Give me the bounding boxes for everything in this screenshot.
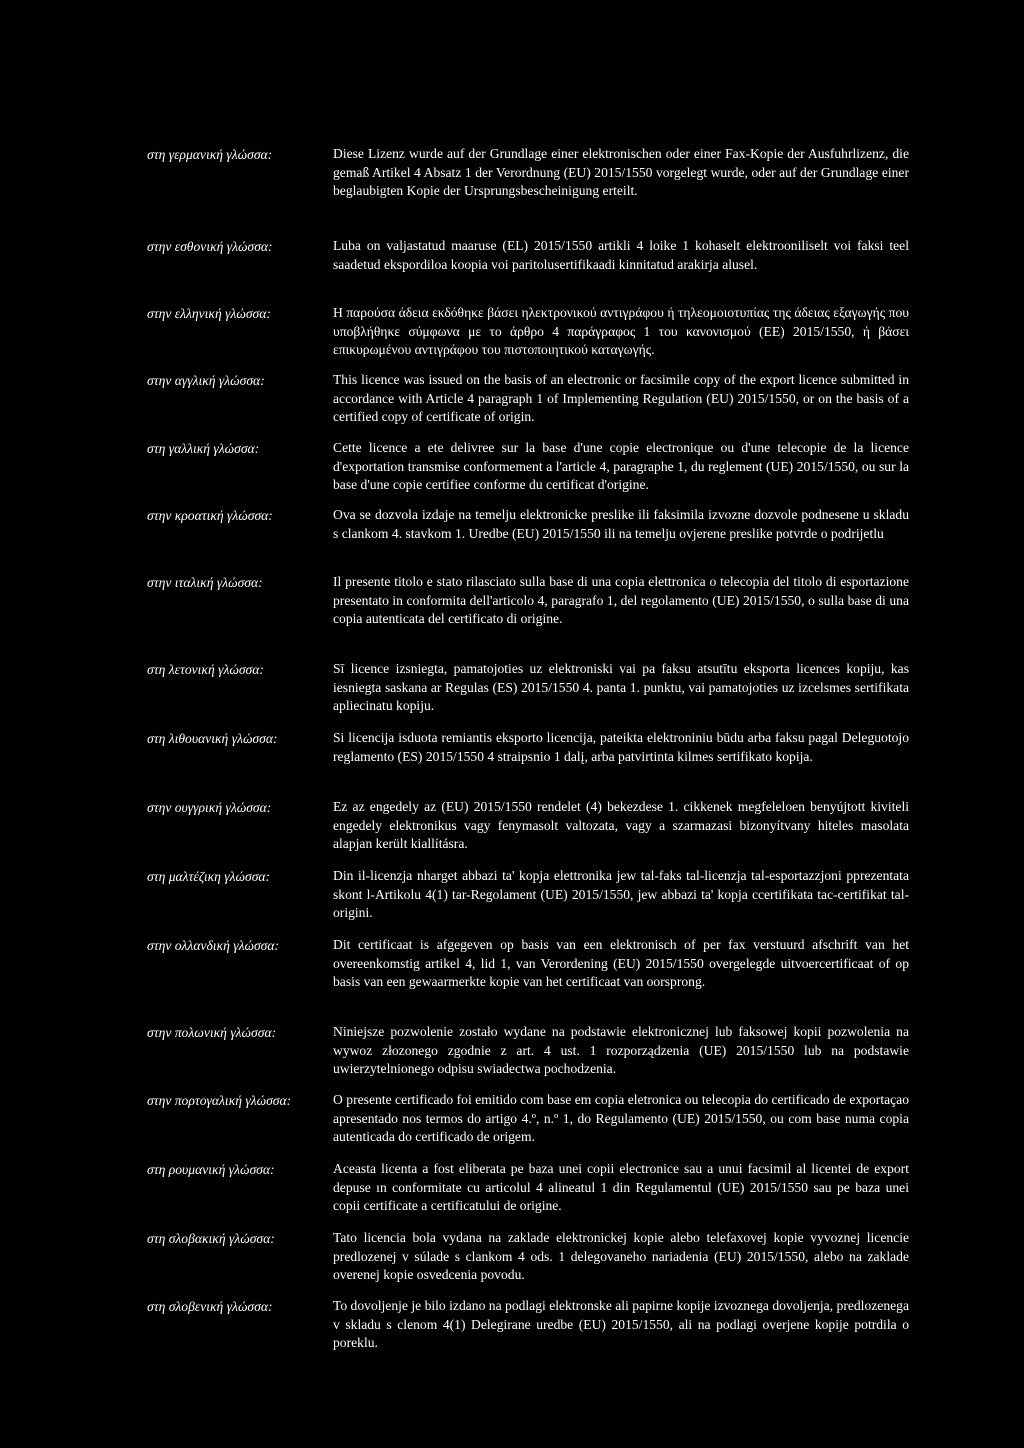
license-statement: Luba on valjastatud maaruse (EL) 2015/1550 artikli 4 loike 1 kohaselt elektrooniliselt voi faksi teel saadetud ekspordiloa koopia voi paritolusertifikaadi kinnitatud arakirja alusel. [333,238,909,272]
license-statement: Diese Lizenz wurde auf der Grundlage einer elektronischen oder einer Fax-Kopie der Ausfuhrlizenz, die gemaß Artikel 4 Absatz 1 der Verordnung (EU) 2015/1550 vorgelegt wurde, oder auf der Grundlage einer beglaubigten Kopie der Ursprungsbescheinigung erteilt. [333,146,909,199]
language-label: στη γερμανική γλώσσα: [147,147,273,162]
language-label: στη σλοβενική γλώσσα: [147,1299,273,1314]
license-statement: Tato licencia bola vydana na zaklade elektronickej kopie alebo telefaxovej kopie vyvoznej licencie predlozenej v súlade s clankom 4 ods. 1 delegovaneho nariadenia (EU) 2015/1550, alebo na zaklade overenej kopie osvedcenia povodu. [333,1230,909,1283]
language-label: στην πολωνική γλώσσα: [147,1025,277,1040]
language-label: στην αγγλική γλώσσα: [147,373,265,388]
language-label: στην ολλανδική γλώσσα: [147,938,280,953]
license-statement: To dovoljenje je bilo izdano na podlagi elektronske ali papirne kopije izvoznega dovoljenja, predlozenega v skladu s clenom 4(1) Delegirane uredbe (EU) 2015/1550, ali na podlagi overjene kopije potrdila o poreklu. [333,1298,909,1351]
license-statement: Si licencija isduota remiantis eksporto licencija, pateikta elektroniniu būdu arba faksu pagal Deleguotojo reglamento (ES) 2015/1550 4 straipsnio 1 dalį, arba patvirtinta kilmes sertifikato kopija. [333,730,909,764]
license-statement: Ova se dozvola izdaje na temelju elektronicke preslike ili faksimila izvozne dozvole podnesene u skladu s clankom 4. stavkom 1. Uredbe (EU) 2015/1550 ili na temelju ovjerene preslike potvrde o podrijetlu [333,507,909,541]
language-label: στη λιθουανική γλώσσα: [147,731,278,746]
language-label: στη σλοβακική γλώσσα: [147,1231,275,1246]
language-label: στην ουγγρική γλώσσα: [147,800,272,815]
license-statement: Il presente titolo e stato rilasciato sulla base di una copia elettronica o telecopia del titolo di esportazione presentato in conformita dell'articolo 4, paragrafo 1, del regolamento (UE) 2015/1550, o sulla base di una copia autenticata del certificato di origine. [333,574,909,627]
language-label: στην ιταλική γλώσσα: [147,575,263,590]
license-statement: Dit certificaat is afgegeven op basis van een elektronisch of per fax verstuurd afschrift van het overeenkomstig artikel 4, lid 1, van Verordening (EU) 2015/1550 overgelegde uitvoercertificaat of op basis van een gewaarmerkte kopie van het certificaat van oorsprong. [333,937,909,990]
license-statement: Aceasta licenta a fost eliberata pe baza unei copii electronice sau a unui facsimil al licentei de export depuse ın conformitate cu articolul 4 alineatul 1 din Regulamentul (UE) 2015/1550 sau pe baza unei copii certificate a certificatului de origine. [333,1161,909,1214]
license-statement: Sī licence izsniegta, pamatojoties uz elektroniski vai pa faksu atsutītu eksporta licences kopiju, kas iesniegta saskana ar Regulas (ES) 2015/1550 4. panta 1. punktu, vai pamatojoties uz izcelsmes sertifikata apliecinatu kopiju. [333,661,909,714]
language-label: στην ελληνική γλώσσα: [147,306,271,321]
license-statement: Cette licence a ete delivree sur la base d'une copie electronique ou d'une telecopie de la licence d'exportation transmise conformement a l'article 4, paragraphe 1, du reglement (UE) 2015/1550, ou sur la base d'une copie certifiee conforme du certificat d'origine. [333,440,909,493]
language-label: στη ρουμανική γλώσσα: [147,1162,275,1177]
language-label: στην εσθονική γλώσσα: [147,239,273,254]
license-statement: Niniejsze pozwolenie zostało wydane na podstawie elektronicznej lub faksowej kopii pozwolenia na wywoz złozonego zgodnie z art. 4 ust. 1 rozporządzenia (UE) 2015/1550 lub na podstawie uwierzytelnionego odpisu swiadectwa pochodzenia. [333,1024,909,1077]
license-statement: Ez az engedely az (EU) 2015/1550 rendelet (4) bekezdese 1. cikkenek megfeleloen benyújtott kiviteli engedely elektronikus vagy fenymasolt valtozata, vagy a szarmazasi bizonyítvany hiteles masolata alapjan került kiallításra. [333,799,909,852]
language-label: στην πορτογαλική γλώσσα: [147,1093,292,1108]
language-label: στη γαλλική γλώσσα: [147,441,260,456]
license-statement: Η παρούσα άδεια εκδόθηκε βάσει ηλεκτρονικού αντιγράφου ή τηλεομοιοτυπίας της άδειας εξαγωγής που υποβλήθηκε σύμφωνα με το άρθρο 4 παράγραφος 1 του κανονισμού (ΕΕ) 2015/1550, ή βάσει επικυρωμένου αντιγράφου του πιστοποιητικού καταγωγής. [333,305,909,358]
language-label: στη μαλτέζικη γλώσσα: [147,869,271,884]
language-label: στην κροατική γλώσσα: [147,508,273,523]
language-label: στη λετονική γλώσσα: [147,662,264,677]
license-statement: Din il-licenzja nharget abbazi ta' kopja elettronika jew tal-faks tal-licenzja tal-esportazzjoni pprezentata skont l-Artikolu 4(1) tar-Regolament (UE) 2015/1550, jew abbazi ta' kopja ccertifikata tac-certifikat tal-origini. [333,868,909,921]
license-statement: This licence was issued on the basis of an electronic or facsimile copy of the export licence submitted in accordance with Article 4 paragraph 1 of Implementing Regulation (EU) 2015/1550, or on the basis of a certified copy of certificate of origin. [333,372,909,425]
license-statement: O presente certificado foi emitido com base em copia eletronica ou telecopia do certificado de exportaçao apresentado nos termos do artigo 4.º, n.º 1, do Regulamento (UE) 2015/1550, ou com base numa copia autenticada do certificado de origem. [333,1092,909,1145]
